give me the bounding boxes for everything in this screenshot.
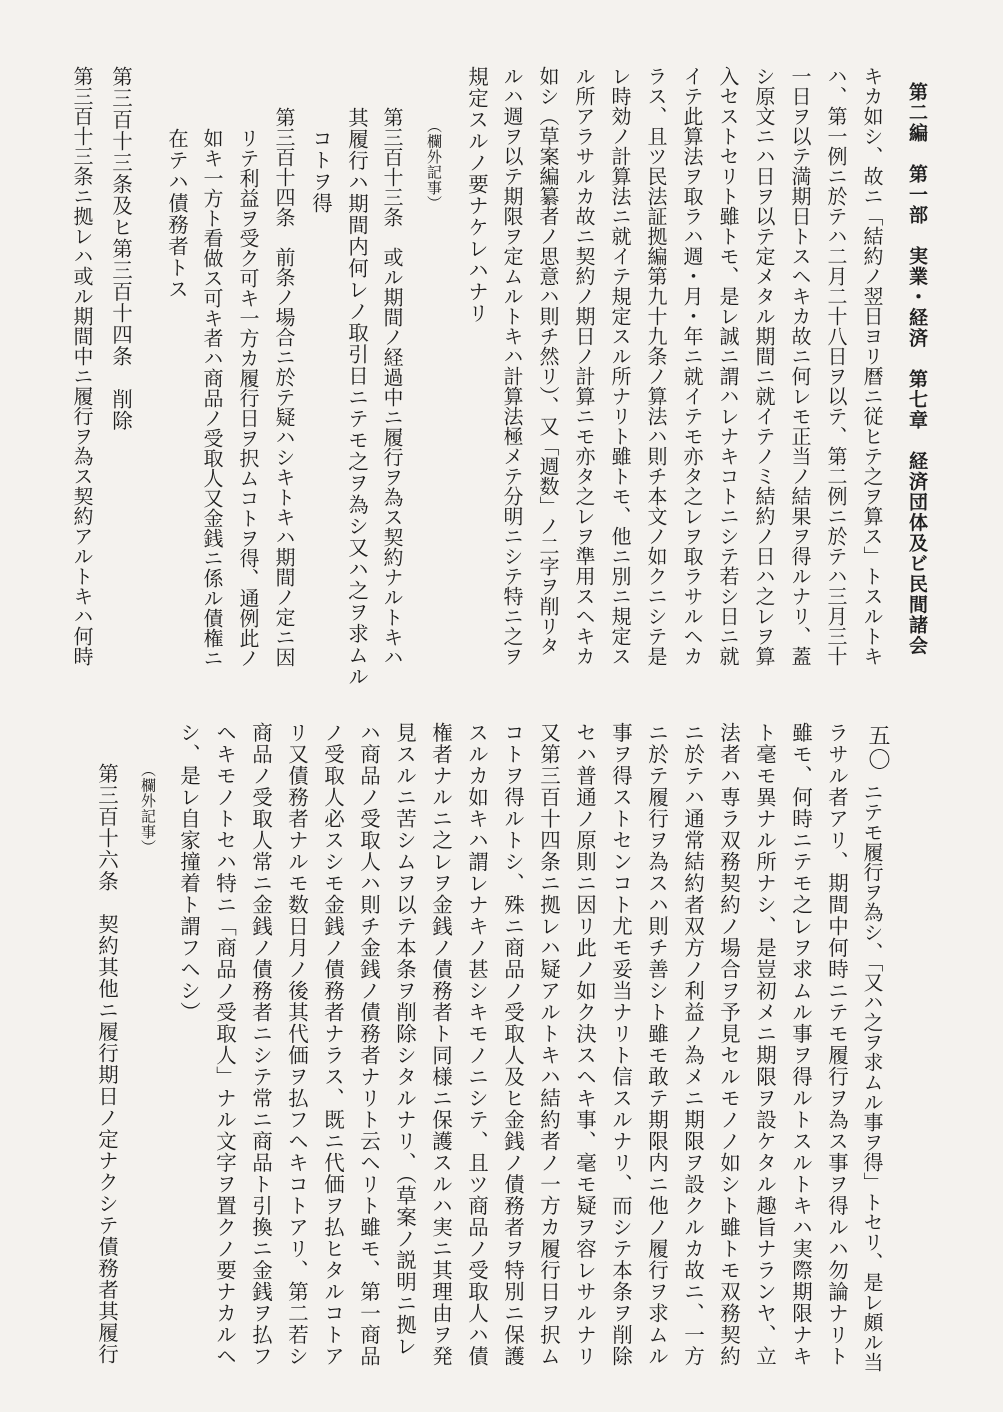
text-column: ヘキモノトセハ特ニ「商品ノ受取人」ナル文字ヲ置クノ要ナカルヘ: [212, 722, 237, 1367]
text-column: ノ受取人必スシモ金銭ノ債務者ナラス、既ニ代価ヲ払ヒタルコトア: [320, 722, 345, 1367]
text-column: ラス、且ツ民法証拠編第九十九条ノ算法ハ則チ本文ノ如クニシテ是: [644, 66, 668, 666]
text-column: ニ於テハ通常結約者双方ノ利益ノ為メニ期限ヲ設クルカ故ニ、一方: [680, 722, 705, 1367]
deletion-heading: 第三百十三条及ヒ第三百十四条 削除: [108, 66, 133, 432]
text-column: ニテモ履行ヲ為シ、「又ハ之ヲ求ムル事ヲ得」トセリ、是レ頗ル当: [860, 782, 884, 1372]
text-column: ラサル者アリ、期間中何時ニテモ履行ヲ為ス事ヲ得ルハ勿論ナリト: [824, 722, 849, 1367]
text-column: 入セストセリト雖トモ、是レ誠ニ謂ハレナキコトニシテ若シ日ニ就: [716, 66, 740, 666]
text-column: 如シ（草案編纂者ノ思意ハ則チ然リ）、又「週数」ノ二字ヲ削リタ: [536, 66, 560, 656]
article-314: 第三百十四条 前条ノ場合ニ於テ疑ハシキトキハ期間ノ定ニ因: [272, 107, 296, 667]
text-column: ルハ週ヲ以テ期限ヲ定ムルトキハ計算法極メテ分明ニシテ特ニ之ヲ: [500, 66, 524, 666]
text-column: ト毫モ異ナル所ナシ、是豈初メニ期限ヲ設ケタル趣旨ナランヤ、立: [752, 722, 777, 1367]
text-column: キカ如シ、故ニ「結約ノ翌日ヨリ暦ニ従ヒテ之ヲ算ス」トスルトキ: [860, 66, 884, 666]
text-column: イテ此算法ヲ取ラハ週・月・年ニ就イテモ亦タ之レヲ取ラサルヘカ: [680, 66, 704, 666]
text-column: 一日ヲ以テ満期日トスヘキカ故ニ何レモ正当ノ結果ヲ得ルナリ、蓋: [788, 66, 812, 666]
text-column: コトヲ得ルトシ、殊ニ商品ノ受取人及ヒ金銭ノ債務者ヲ特別ニ保護: [500, 722, 525, 1367]
text-column: セハ普通ノ原則ニ因リ此ノ如ク決スヘキ事、毫モ疑ヲ容レサルナリ: [572, 722, 597, 1367]
text-column: スルカ如キハ謂レナキノ甚シキモノニシテ、且ツ商品ノ受取人ハ債: [464, 722, 489, 1367]
running-head: 第二編 第一部 実業・経済 第七章 経済団体及ビ民間諸会: [906, 82, 928, 656]
text-column: 事ヲ得ストセンコト尤モ妥当ナリト信スルナリ、而シテ本条ヲ削除: [608, 722, 633, 1367]
text-column: 又第三百十四条ニ拠レハ疑アルトキハ結約者ノ一方カ履行日ヲ択ム: [536, 722, 561, 1367]
text-column: 在テハ債務者トス: [164, 128, 189, 300]
marginal-note: （欄外記事）: [139, 762, 157, 855]
text-column: 権者ナルニ之レヲ金銭ノ債務者ト同様ニ保護スルハ実ニ其理由ヲ発: [428, 722, 453, 1367]
text-column: リテ利益ヲ受ク可キ一方カ履行日ヲ択ムコトヲ得、通例此ノ: [236, 128, 260, 668]
marginal-note: （欄外記事）: [425, 118, 443, 211]
text-column: 其履行ハ期間内何レノ取引日ニテモ之ヲ為シ又ハ之ヲ求ムル: [344, 107, 369, 688]
text-column: ハ、第一例ニ於テハ二月二十八日ヲ以テ、第二例ニ於テハ三月三十: [824, 66, 848, 666]
text-column: 規定スルノ要ナケレハナリ: [464, 66, 489, 324]
text-column: ハ商品ノ受取人ハ則チ金銭ノ債務者ナリト云ヘリト雖モ、第一商品: [356, 722, 381, 1367]
text-column: 商品ノ受取人常ニ金銭ノ債務者ニシテ常ニ商品ト引換ニ金銭ヲ払フ: [248, 722, 273, 1367]
text-column: ル所アラサルカ故ニ契約ノ期日ノ計算ニモ亦タ之レヲ準用スヘキカ: [572, 66, 596, 666]
text-column: レ時効ノ計算法ニ就イテ規定スル所ナリト雖トモ、他ニ別ニ規定ス: [608, 66, 632, 666]
page-number: 五〇: [865, 724, 890, 772]
text-column: コトヲ得: [308, 128, 333, 214]
article-313: 第三百十三条 或ル期間ノ経過中ニ履行ヲ為ス契約ナルトキハ: [380, 107, 404, 667]
text-column: 法者ハ専ラ双務契約ノ場合ヲ予見セルモノノ如シト雖トモ双務契約: [716, 722, 741, 1367]
text-column: 雖モ、何時ニテモ之レヲ求ムル事ヲ得ルトスルトキハ実際期限ナキ: [788, 722, 813, 1367]
text-column: 見スルニ苦シムヲ以テ本条ヲ削除シタルナリ、（草案ノ説明ニ拠レ: [392, 722, 417, 1357]
text-column: ニ於テ履行ヲ為スハ則チ善シト雖モ敢テ期限内ニ他ノ履行ヲ求ムル: [644, 722, 669, 1367]
text-column: 如キ一方ト看做ス可キ者ハ商品ノ受取人又金銭ニ係ル債権ニ: [200, 128, 224, 668]
article-316: 第三百十六条 契約其他ニ履行期日ノ定ナクシテ債務者其履行: [94, 763, 119, 1365]
text-column: 第三百十三条ニ拠レハ或ル期間中ニ履行ヲ為ス契約アルトキハ何時: [70, 66, 94, 666]
text-column: シ、是レ自家撞着ト謂フヘシ）: [176, 722, 201, 1023]
text-column: リ又債務者ナルモ数日月ノ後其代価ヲ払フヘキコトアリ、第二若シ: [284, 722, 309, 1367]
text-column: シ原文ニハ日ヲ以テ定メタル期間ニ就イテノミ結約ノ日ハ之レヲ算: [752, 66, 776, 666]
